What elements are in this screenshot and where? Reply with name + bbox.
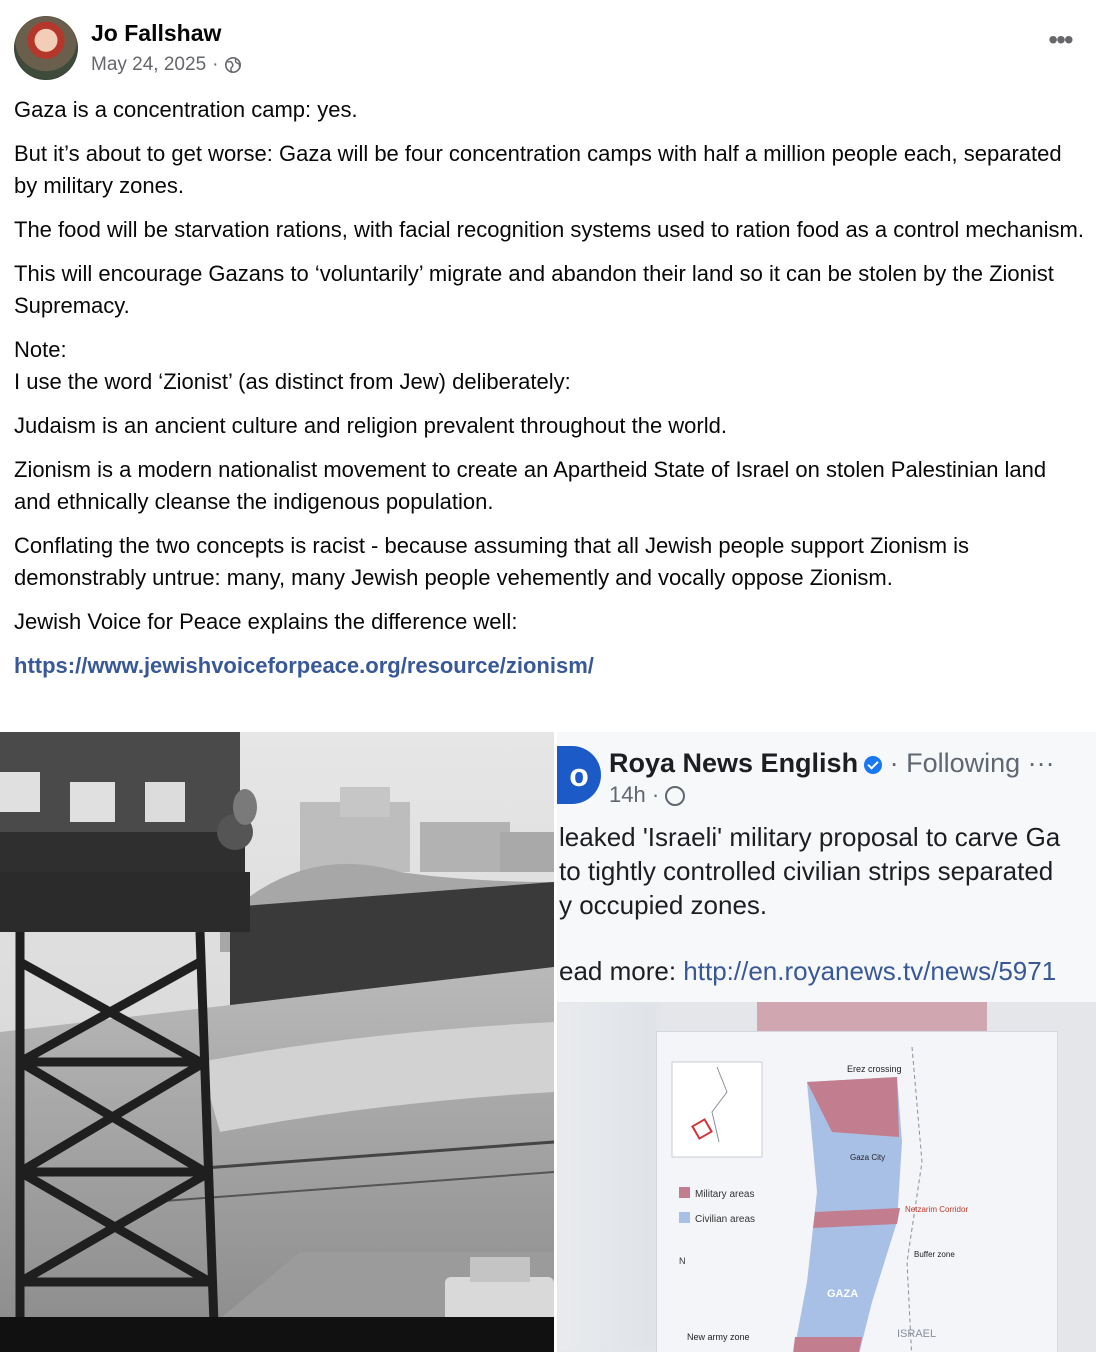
news-timestamp <box>609 782 685 808</box>
news-read-more <box>559 954 1096 988</box>
map-label-buffer: Buffer zone <box>914 1250 955 1259</box>
meta-separator: · <box>212 54 219 75</box>
map-military-strip <box>757 1002 987 1034</box>
map-label-erez: Erez crossing <box>847 1064 902 1074</box>
news-text-line: leaked 'Israeli' military proposal to carve Ga <box>559 822 1061 852</box>
more-options-icon: ••• <box>1048 24 1072 55</box>
post-paragraph: Jewish Voice for Peace explains the difference well: <box>14 609 518 634</box>
post-paragraph: This will encourage Gazans to ‘voluntarily’ migrate and abandon their land so it can be stolen by the Zionist Supremacy. <box>14 261 1054 318</box>
post-paragraph: Gaza is a concentration camp: yes. <box>14 97 358 122</box>
author-name[interactable]: Jo Fallshaw <box>91 20 222 46</box>
post-date[interactable]: May 24, 2025 <box>91 54 207 75</box>
globe-icon[interactable] <box>224 56 242 74</box>
verified-badge-icon <box>864 756 882 774</box>
post-header <box>14 14 1094 84</box>
north-arrow-label: N <box>679 1256 686 1266</box>
news-time: 14h · <box>609 782 660 807</box>
roya-news-logo: o <box>557 746 601 804</box>
shared-news-screenshot[interactable] <box>557 732 1096 1352</box>
post-paragraph: Conflating the two concepts is racist - because assuming that all Jewish people support Zionism is demonstrably untrue: many, many Jewish people vehemently and vocally oppose Zionism. <box>14 533 970 590</box>
post-paragraph: Judaism is an ancient culture and religion prevalent throughout the world. <box>14 413 727 438</box>
following-label: · Following ··· <box>889 748 1055 778</box>
post-paragraph: The food will be starvation rations, with facial recognition systems used to ration food as a control mechanism. <box>14 217 1084 242</box>
legend-military-label: Military areas <box>695 1189 755 1200</box>
post-media[interactable] <box>0 732 1096 1352</box>
watchtower-photo[interactable] <box>0 732 554 1352</box>
news-page-title: Roya News English <box>609 748 859 778</box>
read-more-link[interactable]: http://en.royanews.tv/news/5971 <box>683 956 1057 986</box>
post-meta <box>91 54 242 76</box>
map-label-netzarim: Netzarim Corridor <box>905 1205 969 1214</box>
map-label-israel: ISRAEL <box>897 1328 937 1340</box>
post-paragraph: But it’s about to get worse: Gaza will be four concentration camps with half a million people each, separated by military zones. <box>14 141 1062 198</box>
news-page-name <box>609 748 1055 779</box>
map-card <box>657 1032 1057 1352</box>
more-options-button[interactable] <box>1040 20 1080 60</box>
news-text <box>559 820 1096 988</box>
news-text-line: y occupied zones. <box>559 890 768 920</box>
read-more-label: ead more: <box>559 956 684 986</box>
gaza-map <box>657 1032 1057 1352</box>
post-paragraph: Zionism is a modern nationalist movement to create an Apartheid State of Israel on stolen Palestinian land and ethnically cleanse the indigenous population. <box>14 457 1047 514</box>
map-label-new-army: New army zone <box>687 1332 750 1342</box>
legend-civilian-label: Civilian areas <box>695 1214 756 1225</box>
news-text-line: to tightly controlled civilian strips separated <box>559 856 1054 886</box>
map-blur-area <box>557 1002 657 1352</box>
avatar[interactable] <box>14 16 78 80</box>
globe-icon <box>665 786 685 806</box>
post-paragraph: I use the word ‘Zionist’ (as distinct from Jew) deliberately: <box>14 369 571 394</box>
map-label-gaza-city: Gaza City <box>850 1153 886 1162</box>
gaza-map-image <box>557 1002 1096 1352</box>
post-paragraph: Note: <box>14 337 67 362</box>
post-link[interactable]: https://www.jewishvoiceforpeace.org/resource/zionism/ <box>14 653 594 678</box>
watchtower-photo-illustration <box>0 732 554 1352</box>
map-label-gaza: GAZA <box>827 1288 859 1300</box>
post-body <box>14 94 1086 694</box>
